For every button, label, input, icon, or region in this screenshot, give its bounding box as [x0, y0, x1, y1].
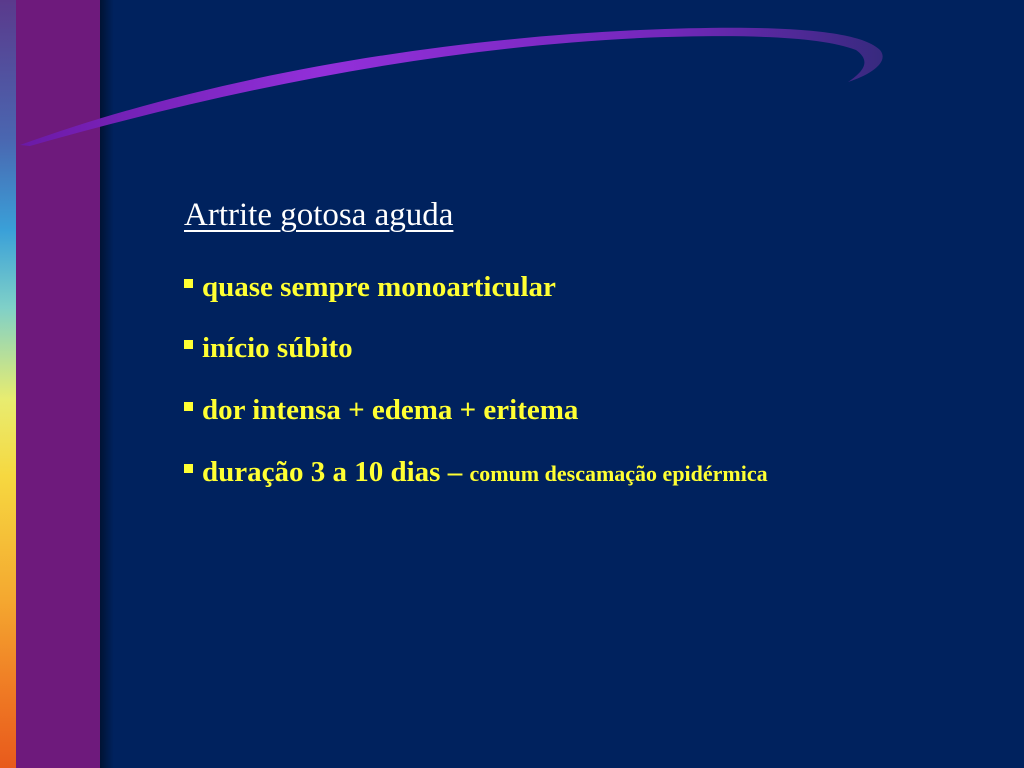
bullet-item	[184, 331, 984, 366]
bullet-list	[184, 270, 984, 490]
slide-content	[184, 196, 984, 517]
swoosh-decoration	[0, 0, 1024, 200]
square-bullet-icon	[184, 340, 193, 349]
square-bullet-icon	[184, 279, 193, 288]
slide-title: Artrite gotosa aguda	[184, 197, 454, 233]
bullet-subtext: comum descamação epidérmica	[469, 460, 768, 486]
square-bullet-icon	[184, 402, 193, 411]
bullet-text: início súbito	[202, 332, 353, 365]
bullet-text: duração 3 a 10 dias –	[202, 455, 470, 488]
bullet-text: quase sempre monoarticular	[202, 270, 556, 303]
square-bullet-icon	[184, 464, 193, 473]
bullet-item	[184, 270, 984, 305]
bullet-text: dor intensa + edema + eritema	[202, 394, 579, 427]
bullet-item	[184, 455, 984, 490]
bullet-item	[184, 393, 984, 428]
